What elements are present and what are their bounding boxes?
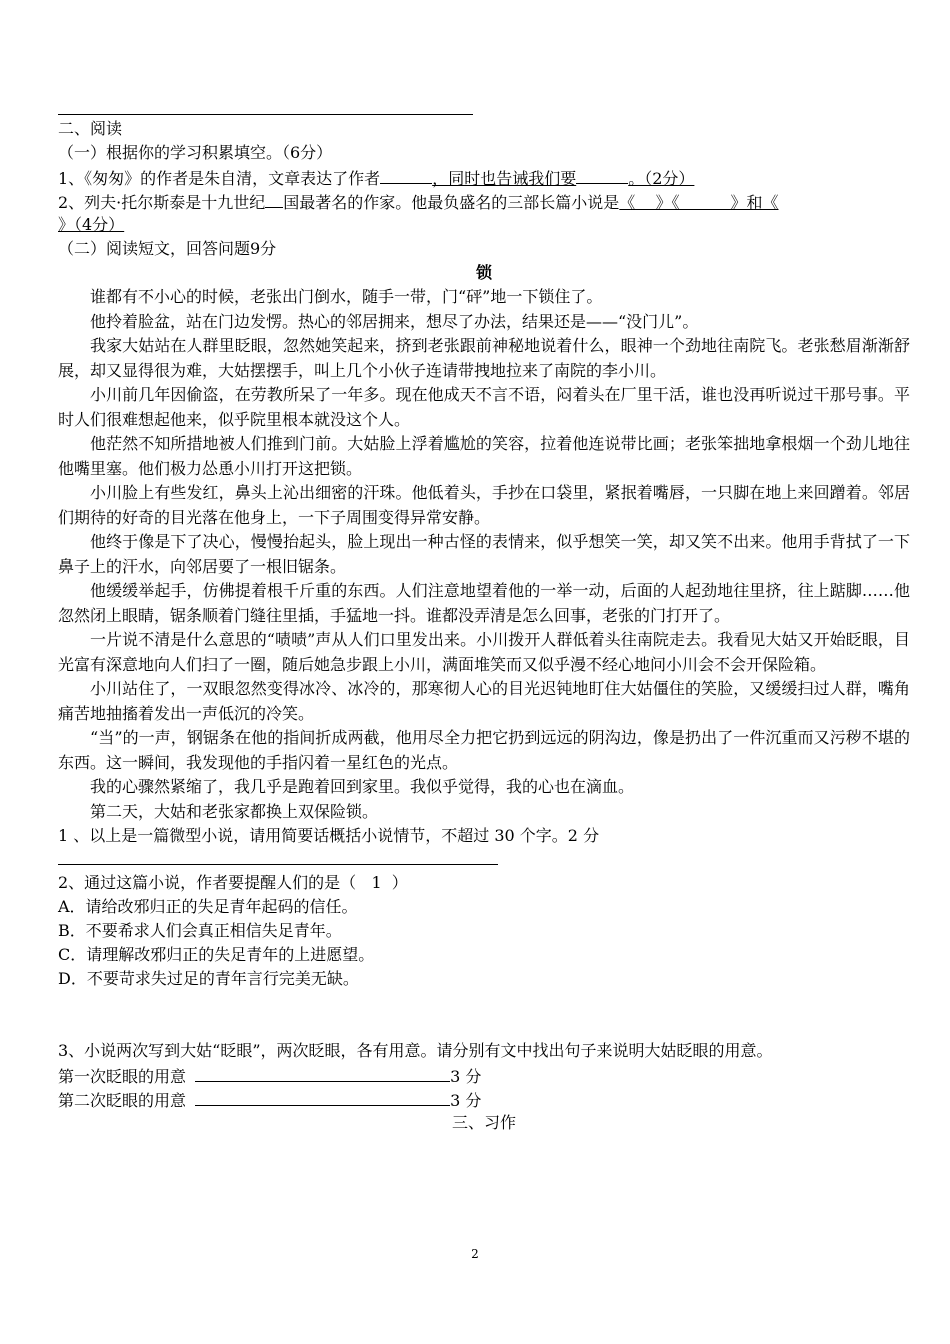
story-paragraph: 小川脸上有些发红，鼻头上沁出细密的汗珠。他低着头，手抄在口袋里，紧抿着嘴唇，一只脚在地上来回蹭着。邻居们期待的好奇的目光落在他身上，一下子周围变得异常安静。: [58, 483, 910, 527]
story-paragraph: 谁都有不小心的时候，老张出门倒水，随手一带，门“砰”地一下锁住了。: [90, 287, 603, 306]
option-d[interactable]: D．不要苛求失过足的青年言行完美无缺。: [58, 969, 359, 988]
answer-line[interactable]: [58, 850, 498, 865]
story-paragraph: 小川站住了，一双眼忽然变得冰冷、冰冷的，那寒彻人心的目光迟钝地盯住大姑僵住的笑脸，又缓缓扫过人群，嘴角痛苦地抽搐着发出一声低沉的冷笑。: [58, 679, 910, 723]
document-page: [58, 100, 910, 1135]
answer-blank[interactable]: [576, 165, 628, 184]
part1-question-2: 2、列夫·托尔斯泰是十九世纪 国最著名的作家。他最负盛名的三部长篇小说是《 》《 》和《: [58, 189, 910, 213]
answer-blank[interactable]: [195, 1087, 450, 1106]
story-body: [58, 285, 910, 824]
top-answer-line: [58, 100, 473, 115]
part2-heading: （二）阅读短文，回答问题9分: [58, 239, 277, 258]
option-a[interactable]: A．请给改邪归正的失足青年起码的信任。: [58, 897, 358, 916]
option-c[interactable]: C．请理解改邪归正的失足青年的上进愿望。: [58, 945, 375, 964]
story-paragraph: 我的心骤然紧缩了，我几乎是跑着回到家里。我似乎觉得，我的心也在滴血。: [90, 777, 635, 796]
story-paragraph: 我家大姑站在人群里眨眼，忽然她笑起来，挤到老张跟前神秘地说着什么，眼神一个劲地往南院飞。老张愁眉渐渐舒展，却又显得很为难，大姑摆摆手，叫上几个小伙子连请带拽地拉来了南院的李小川。: [58, 336, 910, 380]
q3-second-row: 第二次眨眼的用意 3 分: [58, 1087, 910, 1111]
section-writing-heading: 三、习作: [451, 1113, 516, 1132]
answer-blank[interactable]: [380, 165, 432, 184]
section-reading-heading: 二、阅读: [58, 119, 123, 138]
story-paragraph: 一片说不清是什么意思的“啧啧”声从人们口里发出来。小川拨开人群低着头往南院走去。我看见大姑又开始眨眼，目光富有深意地向人们扫了一圈，随后她急步跟上小川，满面堆笑而又似乎漫不经心地问小川会不会开保险箱。: [58, 630, 910, 674]
part1-question-1: 1、《匆匆》的作者是朱自清，文章表达了作者 ，同时也告诫我们要 。（2分）: [58, 165, 910, 189]
story-title: 锁: [475, 263, 492, 282]
story-paragraph: 他拎着脸盆，站在门边发愣。热心的邻居拥来，想尽了办法，结果还是——“没门儿”。: [90, 311, 699, 331]
answer-blank[interactable]: [195, 1063, 450, 1082]
part2-question-2: 2、通过这篇小说，作者要提醒人们的是（ 1 ）: [58, 873, 408, 892]
q3-first-row: 第一次眨眼的用意 3 分: [58, 1063, 910, 1087]
option-b[interactable]: B．不要希求人们会真正相信失足青年。: [58, 921, 342, 940]
book-title-blanks[interactable]: 《 》《 》和《: [619, 193, 779, 212]
story-paragraph: “当”的一声，钢锯条在他的指间折成两截，他用尽全力把它扔到远远的阴沟边，像是扔出了一件沉重而又污秽不堪的东西。这一瞬间，我发现他的手指闪着一星红色的光点。: [58, 728, 910, 772]
story-paragraph: 他终于像是下了决心，慢慢抬起头，脸上现出一种古怪的表情来，似乎想笑一笑，却又笑不出来。他用手背拭了一下鼻子上的汗水，向邻居要了一根旧锯条。: [58, 532, 910, 576]
story-paragraph: 第二天，大姑和老张家都换上双保险锁。: [90, 801, 379, 821]
part1-heading: （一）根据你的学习积累填空。（6分）: [58, 143, 333, 162]
part2-question-1: 1 、以上是一篇微型小说，请用简要话概括小说情节，不超过 30 个字。2 分: [58, 826, 600, 845]
part1-question-2-cont: 》（4分）: [58, 215, 125, 234]
story-paragraph: 他茫然不知所措地被人们推到门前。大姑脸上浮着尴尬的笑容，拉着他连说带比画；老张笨拙地拿根烟一个劲儿地往他嘴里塞。他们极力怂恿小川打开这把锁。: [58, 434, 910, 478]
story-paragraph: 他缓缓举起手，仿佛提着根千斤重的东西。人们注意地望着他的一举一动，后面的人起劲地往里挤，往上踮脚……他忽然闭上眼睛，锯条顺着门缝往里插，手猛地一抖。谁都没弄清是怎么回事，老张的门打开了。: [58, 581, 910, 625]
part2-question-3: 3、小说两次写到大姑“眨眼”，两次眨眼，各有用意。请分别有文中找出句子来说明大姑眨眼的用意。: [58, 1041, 773, 1060]
page-number: 2: [471, 1247, 479, 1261]
story-paragraph: 小川前几年因偷盗，在劳教所呆了一年多。现在他成天不言不语，闷着头在厂里干活，谁也没再听说过干那号事。平时人们很难想起他来，似乎院里根本就没这个人。: [58, 385, 910, 429]
answer-blank[interactable]: [265, 189, 283, 208]
